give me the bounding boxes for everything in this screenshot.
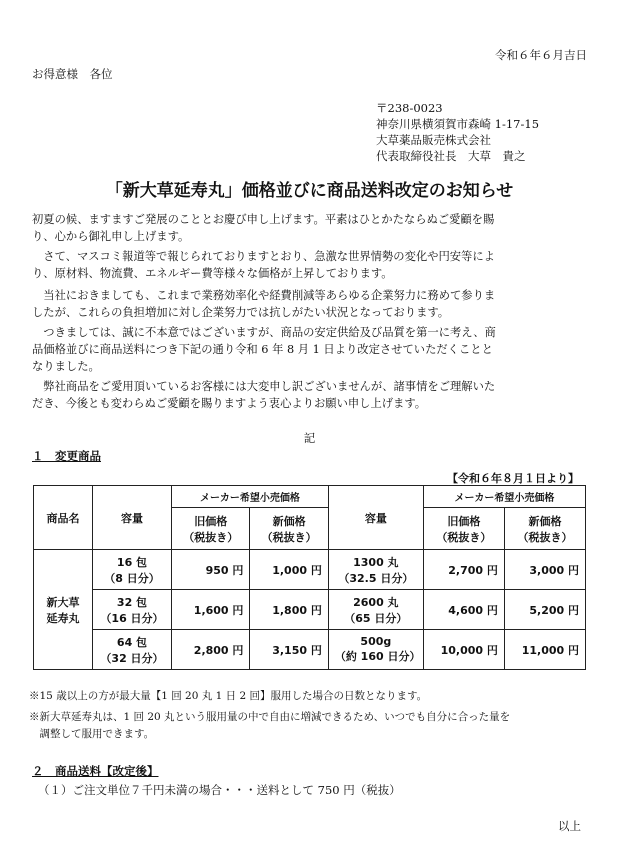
body-line: 弊社商品をご愛用頂いているお客様には大変申し訳ございませんが、諸事情をご理解いた bbox=[32, 380, 496, 393]
table-note-2-line1: ※新大草延寿丸は、1 回 20 丸という服用量の中で自由に増減できるため、いつでも自分に合った量を bbox=[29, 711, 511, 723]
body-line: つきましては、誠に不本意ではございますが、商品の安定供給及び品質を第一に考え、商 bbox=[32, 326, 496, 339]
product-name: 新大草 延寿丸 bbox=[34, 550, 93, 670]
body-line: 当社におきましても、これまで業務効率化や経費削減等あらゆる企業努力に務めて参りま bbox=[32, 289, 496, 302]
body-line: だき、今後とも変わらぬご愛顧を賜りますよう衷心よりお願い申し上げます。 bbox=[32, 397, 427, 410]
header-new-price: 新価格 （税抜き） bbox=[250, 508, 328, 550]
old-price-cell: 2,800 円 bbox=[172, 630, 250, 670]
new-price-cell: 1,000 円 bbox=[250, 550, 328, 590]
sender-postal: 〒238-0023 bbox=[376, 101, 443, 115]
header-msrp: メーカー希望小売価格 bbox=[172, 486, 329, 508]
effective-date: 【令和６年８月１日より】 bbox=[447, 472, 579, 485]
header-product: 商品名 bbox=[34, 486, 93, 550]
issue-date: 令和６年６月吉日 bbox=[495, 48, 587, 62]
new-price-cell-2: 5,200 円 bbox=[504, 590, 585, 630]
header-volume-2: 容量 bbox=[328, 486, 423, 550]
addressee: お得意様 各位 bbox=[32, 67, 113, 81]
sender-representative: 代表取締役社長 大草 貴之 bbox=[376, 149, 526, 163]
volume-cell: 64 包 （32 日分） bbox=[93, 630, 172, 670]
volume-cell-2: 2600 丸 （65 日分） bbox=[328, 590, 423, 630]
new-price-cell: 1,800 円 bbox=[250, 590, 328, 630]
table-row bbox=[34, 590, 586, 630]
sender-address: 神奈川県横須賀市森崎 1-17-15 bbox=[376, 117, 540, 131]
sender-company: 大草薬品販売株式会社 bbox=[376, 133, 491, 147]
old-price-cell-2: 2,700 円 bbox=[423, 550, 504, 590]
header-old-price-2: 旧価格 （税抜き） bbox=[423, 508, 504, 550]
body-line: したが、これらの負担増加に対し企業努力では抗しがたい状況となっております。 bbox=[32, 306, 450, 319]
header-msrp-2: メーカー希望小売価格 bbox=[423, 486, 585, 508]
header-volume: 容量 bbox=[93, 486, 172, 550]
body-line: さて、マスコミ報道等で報じられておりますとおり、急激な世界情勢の変化や円安等によ bbox=[32, 250, 495, 263]
document-title: 「新大草延寿丸」価格並びに商品送料改定のお知らせ bbox=[105, 181, 514, 201]
old-price-cell: 950 円 bbox=[172, 550, 250, 590]
volume-cell-2: 1300 丸 （32.5 日分） bbox=[328, 550, 423, 590]
old-price-cell-2: 10,000 円 bbox=[423, 630, 504, 670]
ki-marker: 記 bbox=[303, 431, 316, 445]
table-row bbox=[34, 550, 586, 590]
body-line: 品価格並びに商品送料につき下記の通り令和 6 年 8 月 1 日より改定させていただくことと bbox=[32, 343, 493, 356]
old-price-cell: 1,600 円 bbox=[172, 590, 250, 630]
volume-cell-2: 500g （約 160 日分） bbox=[328, 630, 423, 670]
body-line: 初夏の候、ますますご発展のこととお慶び申し上げます。平素はひとかたならぬご愛顧を賜 bbox=[32, 213, 495, 226]
body-line: なりました。 bbox=[32, 360, 100, 373]
new-price-cell-2: 3,000 円 bbox=[504, 550, 585, 590]
table-note-2-line2: 調整して服用できます。 bbox=[29, 728, 155, 740]
table-row bbox=[34, 630, 586, 670]
section-1-heading: １ 変更商品 bbox=[32, 449, 101, 463]
closing-word: 以上 bbox=[558, 819, 581, 833]
volume-cell: 32 包 （16 日分） bbox=[93, 590, 172, 630]
shipping-item: （１）ご注文単位７千円未満の場合・・・送料として 750 円（税抜） bbox=[38, 783, 401, 797]
new-price-cell: 3,150 円 bbox=[250, 630, 328, 670]
new-price-cell-2: 11,000 円 bbox=[504, 630, 585, 670]
header-old-price: 旧価格 （税抜き） bbox=[172, 508, 250, 550]
old-price-cell-2: 4,600 円 bbox=[423, 590, 504, 630]
body-line: り、原材料、物流費、エネルギー費等様々な価格が上昇しております。 bbox=[32, 267, 393, 280]
body-line: り、心から御礼申し上げます。 bbox=[32, 230, 190, 243]
header-new-price-2: 新価格 （税抜き） bbox=[504, 508, 585, 550]
price-table bbox=[33, 485, 586, 670]
section-2-heading: ２ 商品送料【改定後】 bbox=[32, 764, 159, 778]
table-note-1: ※15 歳以上の方が最大量【1 回 20 丸 1 日 2 回】服用した場合の日数となります。 bbox=[29, 690, 428, 702]
volume-cell: 16 包 （8 日分） bbox=[93, 550, 172, 590]
